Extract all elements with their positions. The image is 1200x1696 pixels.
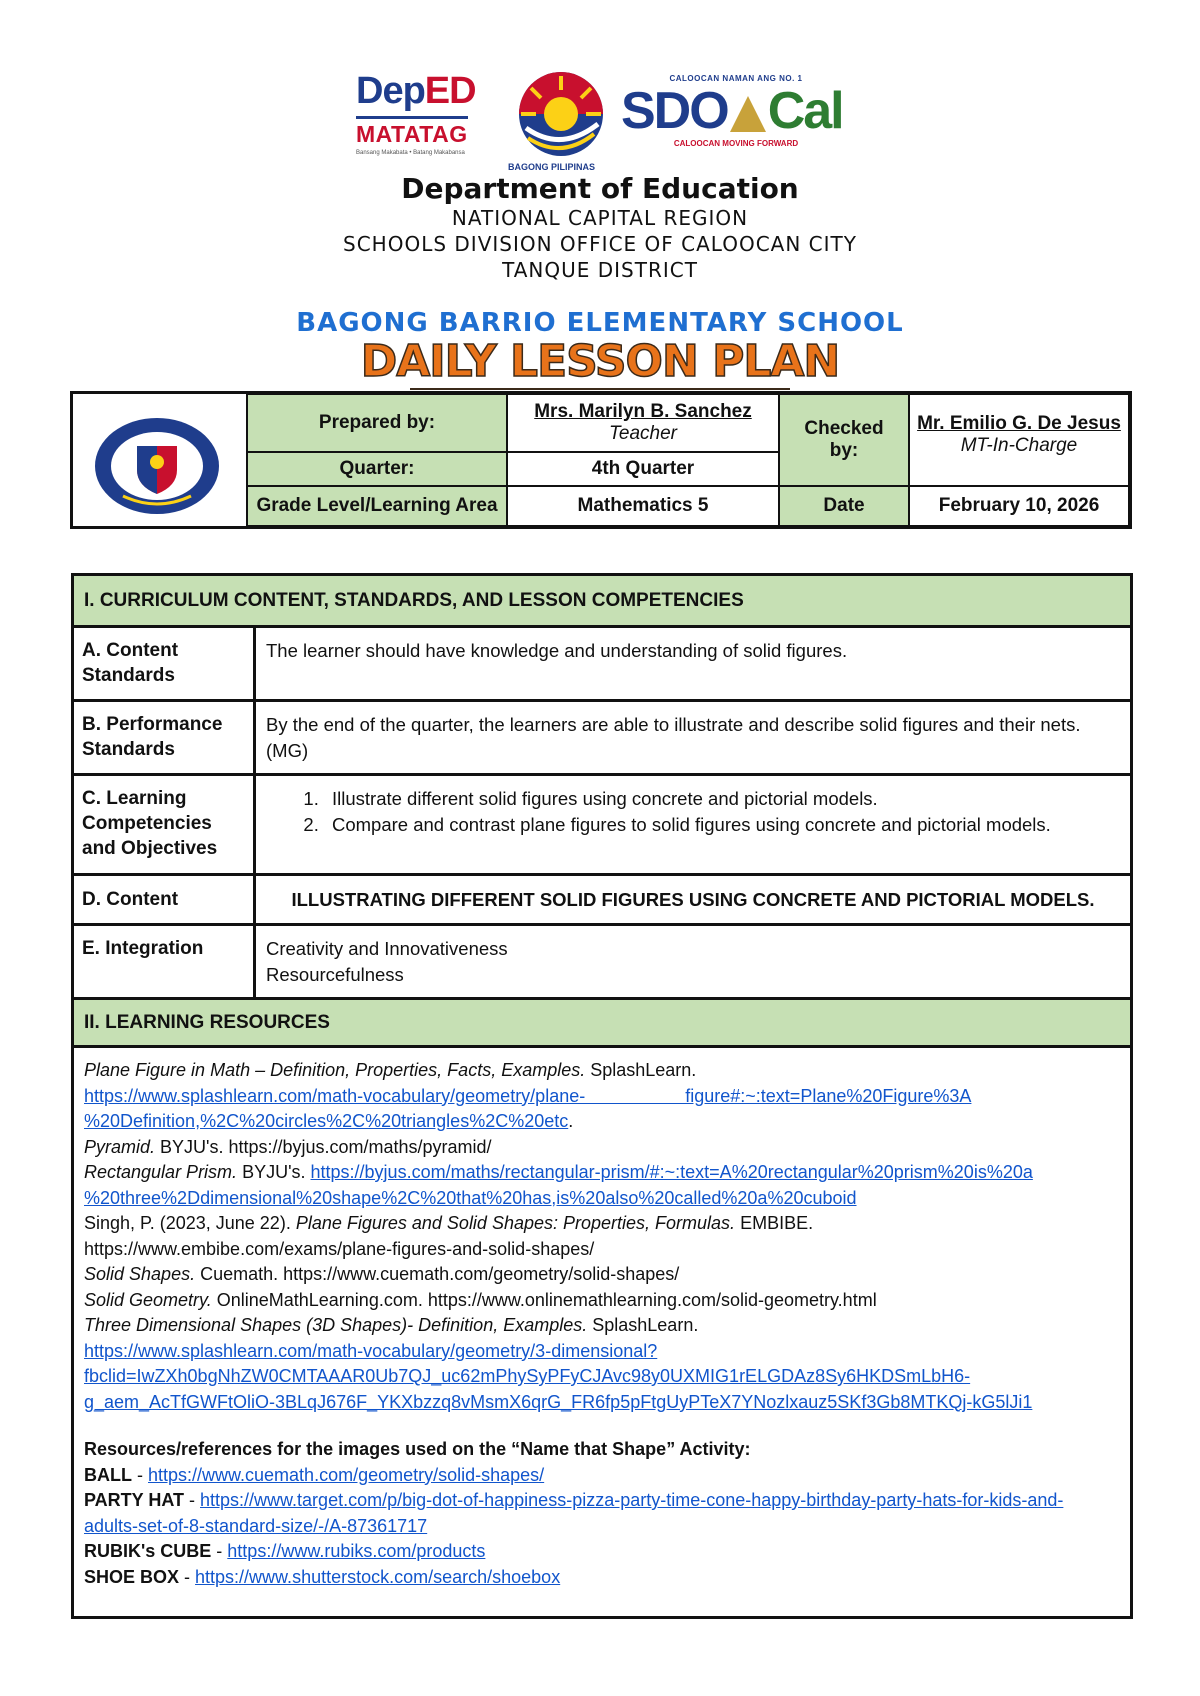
competencies-label: C. Learning Competencies and Objectives: [74, 776, 256, 873]
resource-link[interactable]: fbclid=IwZXh0bgNhZW0CMTAAAR0Ub7QJ_uc62mPhySyPFyCJAvc98y0UXMIG1rELGDAz8Sy6HKDSmLbH6-: [84, 1366, 971, 1386]
content-standards-label: A. Content Standards: [74, 628, 256, 699]
competency-item: 2. Compare and contrast plane figures to solid figures using concrete and pictorial models.: [324, 812, 1120, 838]
resource-link[interactable]: https://www.splashlearn.com/math-vocabulary/geometry/3-dimensional?: [84, 1340, 658, 1361]
resource-link[interactable]: https://www.splashlearn.com/math-vocabulary/geometry/plane- figure#:~:text=Plane%20Figure%3A: [84, 1085, 972, 1106]
integration-item: Creativity and Innovativeness: [266, 938, 508, 959]
quarter-label: Quarter:: [247, 452, 507, 486]
resource-entry: Three Dimensional Shapes (3D Shapes)- Definition, Examples. SplashLearn.: [84, 1315, 699, 1335]
grade-label: Grade Level/Learning Area: [247, 486, 507, 526]
date-value: February 10, 2026: [909, 486, 1129, 526]
sdo-caloocan-logo: CALOOCAN NAMAN ANG NO. 1 SDO Cal CALOOCAN MOVING FORWARD: [621, 74, 843, 148]
grade-value: Mathematics 5: [507, 486, 779, 526]
content-row: [74, 876, 1130, 926]
school-seal-icon: [93, 416, 221, 516]
resource-entry: Singh, P. (2023, June 22). Plane Figures and Solid Shapes: Properties, Formulas. EMBIBE.: [84, 1213, 814, 1233]
district-line: TANQUE DISTRICT: [502, 258, 698, 282]
performance-standards-text: By the end of the quarter, the learners are able to illustrate and describe solid figures and their nets. (MG): [266, 714, 1081, 761]
bagong-pilipinas-logo: BAGONG PILIPINAS: [506, 68, 616, 178]
region-line: NATIONAL CAPITAL REGION: [451, 206, 749, 230]
image-reference-link[interactable]: https://www.rubiks.com/products: [227, 1541, 486, 1561]
title-underline: [410, 388, 790, 390]
deped-matatag-logo: DepED MATATAG Bansang Makabata • Batang Makabansa: [356, 70, 476, 156]
performance-standards-label: B. Performance Standards: [74, 702, 256, 773]
resource-entry: Plane Figure in Math – Definition, Properties, Facts, Examples. SplashLearn.: [84, 1060, 697, 1080]
resource-link[interactable]: g_aem_AcTfGWFtOliO-3BLqJ676F_YKXbzzq8vMsmX6qrG_FR6fp5pFtgUyPTeX7YNozlxauz5SKf3Gb8MTKQj-kG5lJi1: [84, 1391, 1033, 1412]
image-reference-ball: BALL - https://www.cuemath.com/geometry/solid-shapes/: [84, 1464, 545, 1485]
image-reference-link[interactable]: adults-set-of-8-standard-size/-/A-87361717: [84, 1515, 428, 1536]
resource-link[interactable]: %20Definition,%2C%20circles%2C%20triangles%2C%20etc: [84, 1111, 569, 1131]
resource-url-text: https://www.embibe.com/exams/plane-figures-and-solid-shapes/: [84, 1238, 595, 1259]
school-logo-cell: [73, 394, 247, 526]
resource-entry: Solid Shapes. Cuemath. https://www.cuemath.com/geometry/solid-shapes/: [84, 1264, 680, 1284]
image-references-heading: Resources/references for the images used on the “Name that Shape” Activity:: [84, 1439, 751, 1459]
document-title: DAILY LESSON PLAN: [360, 336, 840, 387]
image-reference-rubiks-cube: RUBIK's CUBE - https://www.rubiks.com/products: [84, 1541, 486, 1561]
competency-item: 1. Illustrate different solid figures using concrete and pictorial models.: [324, 786, 1120, 812]
section-resources-header: II. LEARNING RESOURCES: [74, 1000, 1130, 1048]
school-name: BAGONG BARRIO ELEMENTARY SCHOOL: [296, 308, 904, 338]
date-label: Date: [779, 486, 909, 526]
prepared-by-role: Teacher: [609, 423, 677, 444]
resource-link[interactable]: https://byjus.com/maths/rectangular-prism/#:~:text=A%20rectangular%20prism%20is%20a: [310, 1162, 1033, 1182]
checked-by-role: MT-In-Charge: [960, 435, 1078, 456]
header-logos: [356, 68, 856, 178]
integration-item: Resourcefulness: [266, 964, 404, 985]
image-reference-shoe-box: SHOE BOX - https://www.shutterstock.com/search/shoebox: [84, 1566, 561, 1587]
competencies-list: [256, 776, 1130, 873]
resource-entry: Pyramid. BYJU's. https://byjus.com/maths/pyramid/: [84, 1136, 492, 1157]
resource-entry: Rectangular Prism. BYJU's. https://byjus.com/maths/rectangular-prism/#:~:text=A%20rectangular%20prism%20is%20a: [84, 1162, 1033, 1182]
quarter-value: 4th Quarter: [507, 452, 779, 486]
image-reference-party-hat: PARTY HAT - https://www.target.com/p/big-dot-of-happiness-pizza-party-time-cone-happy-birthday-party-hats-for-kids-and-: [84, 1490, 1064, 1510]
content-label: D. Content: [74, 876, 256, 923]
integration-row: [74, 926, 1130, 1000]
resource-link[interactable]: %20three%2Ddimensional%20shape%2C%20that%20has,is%20also%20called%20a%20cuboid: [84, 1187, 857, 1208]
content-standards-row: [74, 628, 1130, 702]
performance-standards-row: [74, 702, 1130, 776]
lesson-info-table: [70, 391, 1132, 529]
competencies-row: [74, 776, 1130, 876]
checked-by-cell: [909, 394, 1129, 486]
department-title: Department of Education: [401, 172, 799, 205]
content-standards-text: The learner should have knowledge and understanding of solid figures.: [266, 640, 848, 661]
image-reference-link[interactable]: https://www.cuemath.com/geometry/solid-shapes/: [148, 1464, 545, 1485]
checked-by-name: Mr. Emilio G. De Jesus: [917, 413, 1121, 434]
content-text: ILLUSTRATING DIFFERENT SOLID FIGURES USING CONCRETE AND PICTORIAL MODELS.: [291, 888, 1095, 910]
integration-list: [256, 926, 1130, 997]
division-line: SCHOOLS DIVISION OFFICE OF CALOOCAN CITY: [343, 232, 857, 256]
resources-list: Plane Figure in Math – Definition, Properties, Facts, Examples. SplashLearn. https://www.splashlearn.com/math-vocabulary/geometry/plane- figure#:~:text=Plane%20Figure%3A %20Definition,%2C%20circles%2C%20triangles%2C%20etc. Pyramid. BYJU's. https://byjus.com/maths/pyramid/ Rectangular Prism. BYJU's. https://byjus.com/maths/rectangular-prism/#:~:text=A%20rectangular%20prism%20is%20a %20three%2Ddimensional%20shape%2C%20that%20has,is%20also%20called%20a%20cuboid Singh, P. (2023, June 22). Plane Figures and Solid Shapes: Properties, Formulas. EMBIBE. https://www.embibe.com/exams/plane-figures-and-solid-shapes/ Solid Shapes. Cuemath. https://www.cuemath.com/geometry/solid-shapes/ Solid Geometry. OnlineMathLearning.com. https://www.onlinemathlearning.com/solid-geometry.html Three Dimensional Shapes (3D Shapes)- Definition, Examples. SplashLearn. https://www.splashlearn.com/math-vocabulary/geometry/3-dimensional? fbclid=IwZXh0bgNhZW0CMTAAAR0Ub7QJ_uc62mPhySyPFyCJAvc98y0UXMIG1rELGDAz8Sy6HKDSmLbH6- g_aem_AcTfGWFtOliO-3BLqJ676F_YKXbzzq8vMsmX6qrG_FR6fp5pFtgUyPTeX7YNozlxauz5SKf3Gb8MTKQj-kG5lJi1 Resources/references for the images used on the “Name that Shape” Activity: BALL - https://www.cuemath.com/geometry/solid-shapes/ PARTY HAT - https://www.target.com/p/big-dot-of-happiness-pizza-party-time-cone-happy-birthday-party-hats-for-kids-and- adults-set-of-8-standard-size/-/A-87361717 RUBIK's CUBE - https://www.rubiks.com/products SHOE BOX - https://www.shutterstock.com/search/shoebox: [74, 1048, 1130, 1600]
prepared-by-name: Mrs. Marilyn B. Sanchez: [534, 401, 752, 422]
prepared-by-label: Prepared by:: [247, 394, 507, 452]
image-reference-link[interactable]: https://www.target.com/p/big-dot-of-happiness-pizza-party-time-cone-happy-birthday-party-hats-for-kids-and-: [200, 1490, 1064, 1510]
section-curriculum-header: I. CURRICULUM CONTENT, STANDARDS, AND LESSON COMPETENCIES: [74, 576, 1130, 628]
integration-label: E. Integration: [74, 926, 256, 997]
curriculum-table: [71, 573, 1133, 1619]
resource-entry: Solid Geometry. OnlineMathLearning.com. https://www.onlinemathlearning.com/solid-geometry.html: [84, 1289, 877, 1310]
checked-by-label: Checked by:: [779, 394, 909, 486]
prepared-by-cell: [507, 394, 779, 452]
image-reference-link[interactable]: https://www.shutterstock.com/search/shoebox: [195, 1566, 561, 1587]
